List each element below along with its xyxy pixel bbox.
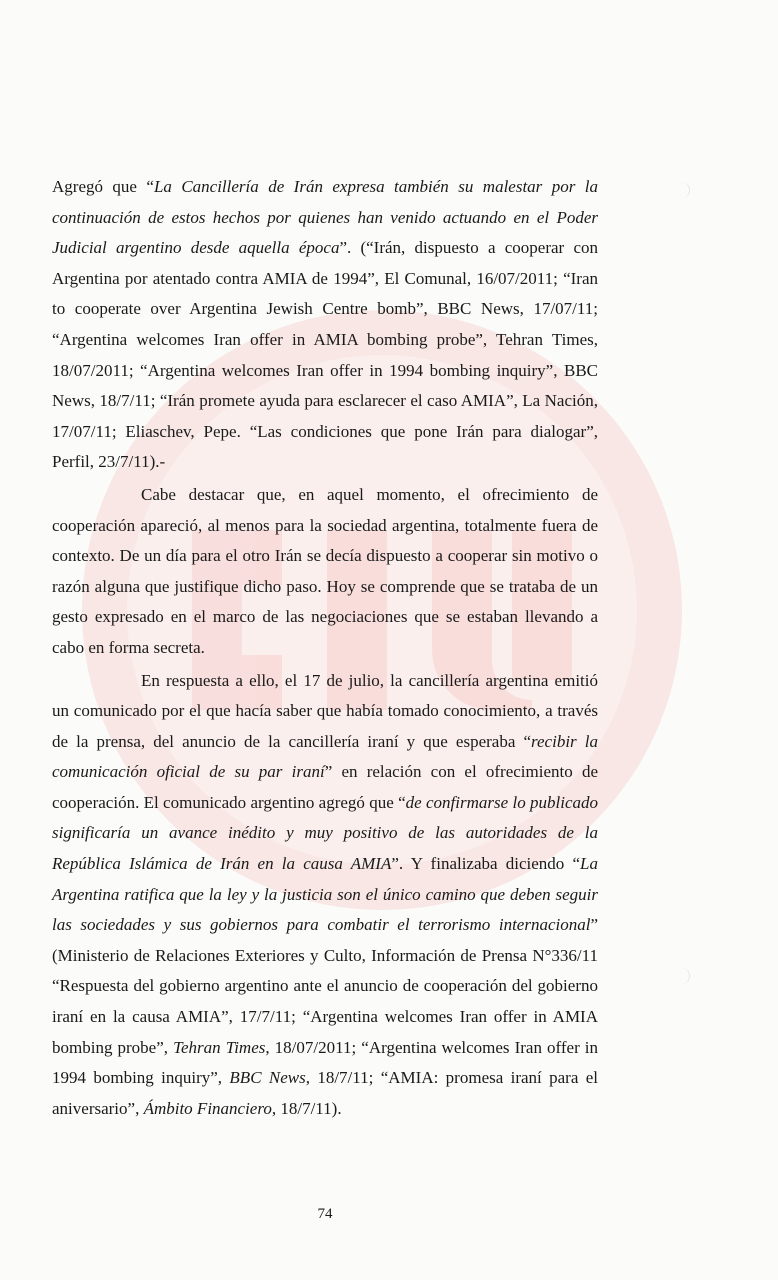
text-segment: ”. (“Irán, dispuesto a cooperar con Argentina por atentado contra AMIA de 1994”, El Comunal, 16/07/2011; “Iran to cooperate over Argentina Jewish Centre bomb”, BBC News, 17/07/11; “Argentina welcomes Iran offer in AMIA bombing probe”, Tehran Times, 18/07/2011; “Argentina welcomes Iran offer in 1994 bombing inquiry”, BBC News, 18/7/11; “Irán promete ayuda para esclarecer el caso AMIA”, La Nación, 17/07/11; Eliaschev, Pepe. “Las condiciones que pone Irán para dialogar”, Perfil, 23/7/11).- — [52, 238, 598, 472]
source-italic: Tehran Times — [173, 1037, 266, 1057]
source-italic: BBC News — [229, 1068, 306, 1088]
paragraph-2 — [52, 480, 598, 664]
text-segment: ”. Y finalizaba diciendo “ — [391, 854, 581, 874]
text-segment: , 18/7/11). — [271, 1098, 342, 1118]
text-segment: Cabe destacar que, en aquel momento, el ofrecimiento de cooperación apareció, al menos para la sociedad argentina, totalmente fuera de contexto. De un día para el otro Irán se decía dispuesto a cooperar sin motivo o razón alguna que justifique dicho paso. Hoy se comprende que se trataba de un gesto expresado en el marco de las negociaciones que se estaban llevando a cabo en forma secreta. — [52, 484, 598, 657]
scan-edge-mark — [679, 968, 690, 984]
scan-edge-mark — [679, 182, 690, 198]
paragraph-3 — [52, 666, 598, 1125]
paragraph-1 — [52, 172, 598, 478]
text-segment: ” (Ministerio de Relaciones Exteriores y Culto, Información de Prensa N°336/11 “Respuesta del gobierno argentino ante el anuncio de cooperación del gobierno iraní en la causa AMIA”, 17/7/11; “Argentina welcomes Iran offer in AMIA bombing probe”, — [52, 915, 598, 1057]
text-segment: Agregó que “ — [52, 177, 154, 196]
source-italic: Ámbito Financiero — [143, 1098, 272, 1118]
quote-italic: La Argentina ratifica que la ley y la justicia son el único camino que deben seguir las sociedades y sus gobiernos para combatir el terrorismo internacional — [52, 854, 599, 935]
quote-italic: de confirmarse lo publicado significaría un avance inédito y muy positivo de las autoridades de la República Islámica de Irán en la causa AMIA — [52, 792, 599, 874]
text-segment: ” en relación con el ofrecimiento de cooperación. El comunicado argentino agregó que “ — [52, 762, 598, 812]
text-segment: , 18/07/2011; “Argentina welcomes Iran offer in 1994 bombing inquiry”, — [52, 1037, 599, 1088]
quote-italic: recibir la comunicación oficial de su par iraní — [52, 731, 598, 782]
body-text — [52, 172, 598, 1124]
page-number: 74 — [317, 1206, 333, 1222]
text-segment: En respuesta a ello, el 17 de julio, la cancillería argentina emitió un comunicado por el que hacía saber que había tomado conocimiento, a través de la prensa, del anuncio de la cancillería iraní y que esperaba “ — [52, 670, 598, 751]
quote-italic: La Cancillería de Irán expresa también su malestar por la continuación de estos hechos por quienes han venido actuando en el Poder Judicial argentino desde aquella época — [52, 177, 598, 258]
text-segment: , 18/7/11; “AMIA: promesa iraní para el aniversario”, — [52, 1068, 599, 1118]
